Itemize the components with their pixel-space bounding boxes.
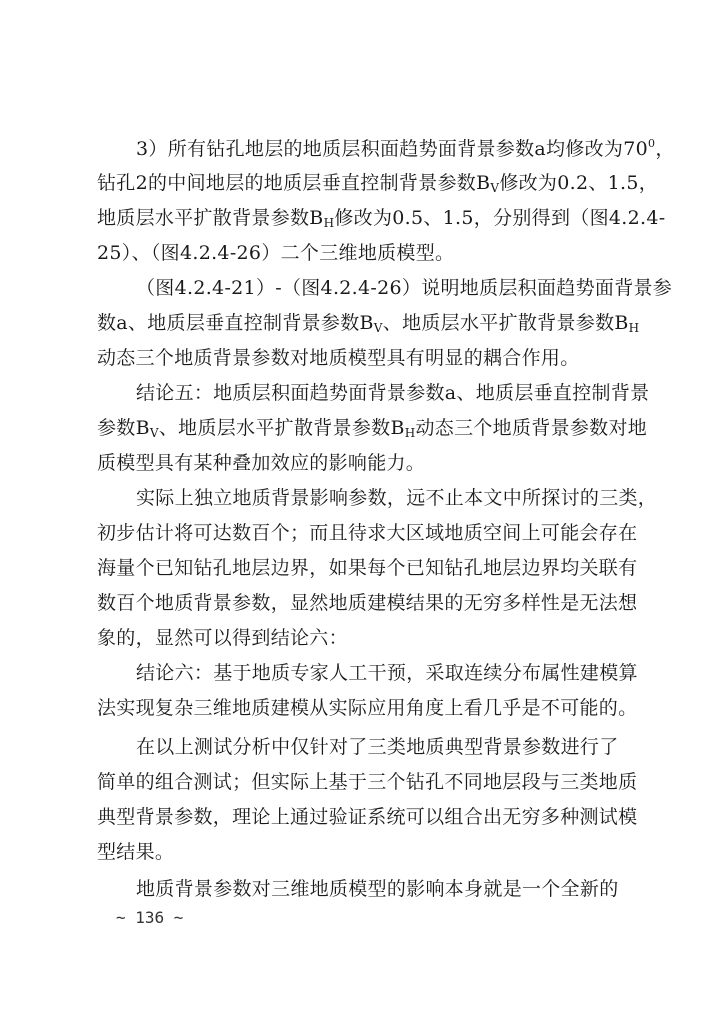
text-run: 3）所有钻孔地层的地质层积面趋势面背景参数a均修改为70 [136, 138, 648, 160]
paragraph-6-line-2 [97, 769, 637, 795]
paragraph-1-line-4 [97, 240, 637, 266]
paragraph-2-line-2 [97, 310, 640, 336]
text-run: 在以上测试分析中仅针对了三类地质典型背景参数进行了 [136, 736, 619, 758]
paragraph-2-line-1 [136, 275, 673, 301]
text-run: 数百个地质背景参数，显然地质建模结果的无穷多样性是无法想 [97, 592, 638, 614]
paragraph-1-line-3 [97, 205, 666, 231]
paragraph-6-line-1 [136, 734, 638, 760]
text-run: 参数B [97, 417, 150, 439]
paragraph-4-line-2 [97, 520, 637, 546]
superscript: 0 [648, 137, 656, 150]
paragraph-5-line-1 [136, 660, 638, 686]
subscript: V [373, 321, 383, 335]
page-number: ~ 136 ~ [116, 908, 184, 927]
paragraph-3-line-2 [97, 415, 648, 441]
text-run: ， [655, 138, 675, 160]
text-run: 地质层水平扩散背景参数B [97, 207, 324, 229]
paragraph-1-line-2 [97, 170, 659, 196]
paragraph-4-line-5 [97, 625, 637, 651]
text-run: 法实现复杂三维地质建模从实际应用角度上看几乎是不可能的。 [97, 697, 638, 719]
text-run: 型结果。 [97, 841, 175, 863]
subscript: V [490, 181, 500, 195]
paragraph-3-line-3 [97, 450, 637, 476]
text-run: 动态三个地质背景参数对地 [415, 417, 648, 439]
text-run: 实际上独立地质背景影响参数，远不止本文中所探讨的三类， [136, 487, 658, 509]
text-run: 钻孔2的中间地层的地质层垂直控制背景参数B [97, 172, 491, 194]
text-run: 25）、（图4.2.4-26）二个三维地质模型。 [97, 242, 455, 264]
text-run: 初步估计将可达数百个；而且待求大区域地质空间上可能会存在 [97, 522, 638, 544]
paragraph-4-line-3 [97, 555, 637, 581]
text-run: （图4.2.4-21）-（图4.2.4-26）说明地质层积面趋势面背景参 [136, 277, 673, 299]
text-run: 海量个已知钻孔地层边界，如果每个已知钻孔地层边界均关联有 [97, 557, 638, 579]
text-run: 动态三个地质背景参数对地质模型具有明显的耦合作用。 [97, 347, 580, 369]
text-run: 简单的组合测试；但实际上基于三个钻孔不同地层段与三类地质 [97, 771, 638, 793]
paragraph-2-line-3 [97, 345, 637, 371]
paragraph-5-line-2 [97, 695, 637, 721]
text-run: 地质背景参数对三维地质模型的影响本身就是一个全新的 [136, 878, 619, 900]
text-run: 结论五：地质层积面趋势面背景参数a、地质层垂直控制背景 [136, 382, 650, 404]
subscript: H [323, 216, 335, 230]
text-run: 修改为0.5、1.5，分别得到（图4.2.4- [334, 207, 666, 229]
text-run: 象的，显然可以得到结论六： [97, 627, 348, 649]
text-run: 数a、地质层垂直控制背景参数B [97, 312, 374, 334]
paragraph-3-line-1 [136, 380, 650, 406]
text-run: 、地质层水平扩散背景参数B [158, 417, 405, 439]
paragraph-7-line-1 [136, 876, 638, 902]
paragraph-6-line-3 [97, 804, 637, 830]
text-run: 修改为0.2、1.5， [499, 172, 659, 194]
subscript: H [404, 426, 416, 440]
text-run: 结论六：基于地质专家人工干预，采取连续分布属性建模算 [136, 662, 638, 684]
paragraph-1-line-1 [136, 136, 675, 162]
text-run: 、地质层水平扩散背景参数B [382, 312, 629, 334]
text-run: 典型背景参数，理论上通过验证系统可以组合出无穷多种测试模 [97, 806, 638, 828]
paragraph-4-line-4 [97, 590, 637, 616]
text-run: 质模型具有某种叠加效应的影响能力。 [97, 452, 426, 474]
subscript: H [628, 321, 640, 335]
paragraph-6-line-4 [97, 839, 637, 865]
paragraph-4-line-1 [136, 485, 658, 511]
subscript: V [149, 426, 159, 440]
